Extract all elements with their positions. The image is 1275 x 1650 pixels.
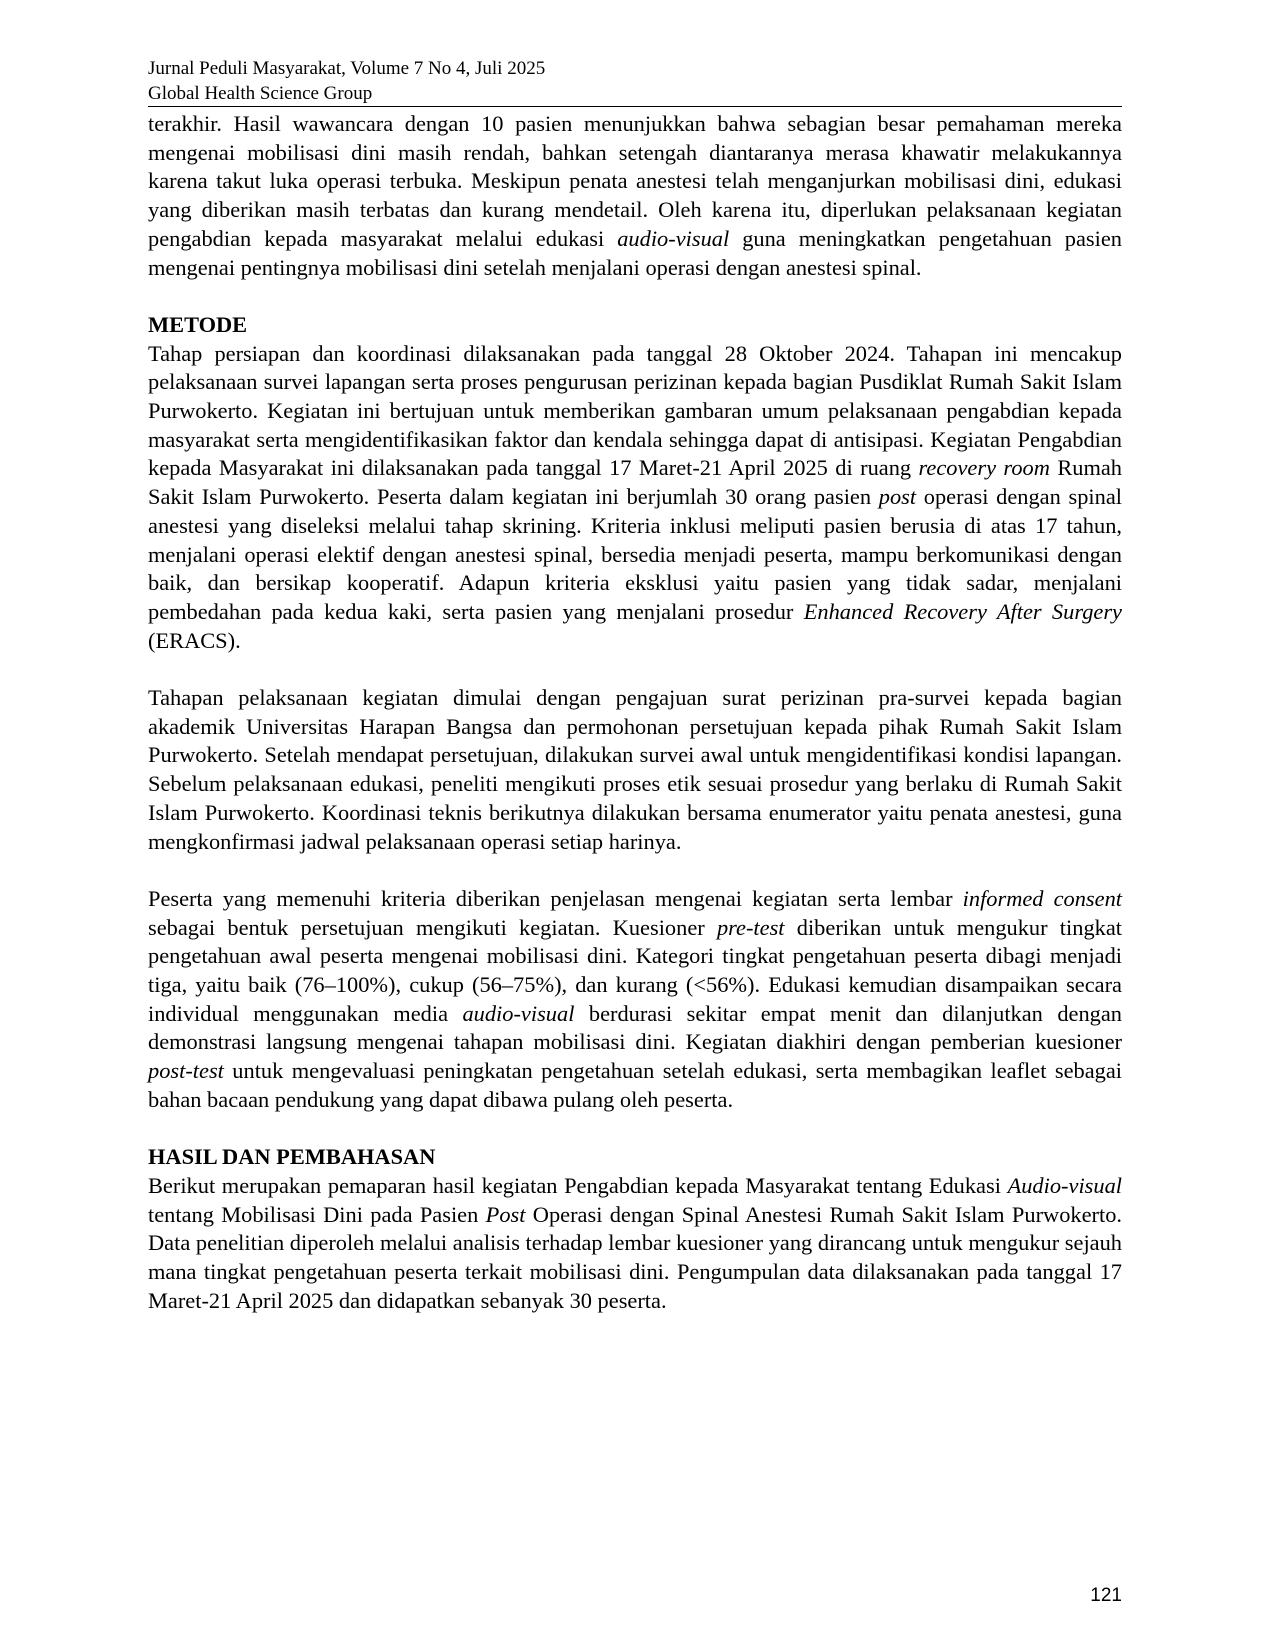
text-run: Berikut merupakan pemaparan hasil kegiatan Pengabdian kepada Masyarakat tentang Edukasi — [148, 1172, 1008, 1198]
text-run: Tahap persiapan dan koordinasi dilaksanakan pada tanggal 28 Oktober 2024. Tahapan ini mencakup pelaksanaan survei lapangan serta proses pengurusan perizinan kepada bagian Pusdiklat Rumah Sakit Islam Purwokerto. Kegiatan ini bertujuan untuk memberikan gambaran umum pelaksanaan pengabdian kepada masyarakat serta mengidentifikasikan faktor dan kendala sehingga dapat di antisipasi. Kegiatan Pengabdian kepada Masyarakat ini dilaksanakan pada tanggal 17 Maret-21 April 2025 di ruang — [148, 340, 1122, 481]
italic-term: audio-visual — [617, 225, 730, 251]
text-run: (ERACS). — [148, 627, 241, 653]
text-run: tentang Mobilisasi Dini pada Pasien — [148, 1201, 486, 1227]
text-run: Peserta yang memenuhi kriteria diberikan penjelasan mengenai kegiatan serta lembar — [148, 885, 963, 911]
page-content — [148, 110, 1122, 1315]
metode-paragraph-2: Tahapan pelaksanaan kegiatan dimulai dengan pengajuan surat perizinan pra-survei kepada bagian akademik Universitas Harapan Bangsa dan permohonan persetujuan kepada pihak Rumah Sakit Islam Purwokerto. Setelah mendapat persetujuan, dilakukan survei awal untuk mengidentifikasi kondisi lapangan. Sebelum pelaksanaan edukasi, peneliti mengikuti proses etik sesuai prosedur yang berlaku di Rumah Sakit Islam Purwokerto. Koordinasi teknis berikutnya dilakukan bersama enumerator yaitu penata anestesi, guna mengkonfirmasi jadwal pelaksanaan operasi setiap harinya. — [148, 685, 1122, 854]
italic-term: Post — [485, 1201, 526, 1227]
running-header — [148, 56, 1122, 107]
italic-term: recovery room — [918, 455, 1050, 481]
metode-paragraph-3 — [148, 885, 1122, 1115]
italic-term: audio-visual — [462, 1000, 575, 1026]
section-heading-hasil: HASIL DAN PEMBAHASAN — [148, 1144, 436, 1170]
italic-term: informed consent — [962, 885, 1122, 911]
text-run: berdurasi sekitar empat menit dan dilanjutkan dengan demonstrasi langsung mengenai tahapan mobilisasi dini. Kegiatan diakhiri dengan pemberian kuesioner — [148, 1000, 1122, 1055]
italic-term: pre-test — [716, 914, 785, 940]
text-run: Rumah Sakit Islam Purwokerto. Peserta dalam kegiatan ini berjumlah 30 orang pasien — [148, 455, 1122, 510]
italic-term: Audio-visual — [1007, 1172, 1122, 1198]
italic-term: post — [878, 484, 917, 510]
italic-term: Enhanced Recovery After Surgery — [803, 598, 1122, 624]
text-run: diberikan untuk mengukur tingkat pengetahuan awal peserta mengenai mobilisasi dini. Kategori tingkat pengetahuan peserta dibagi menjadi tiga, yaitu baik (76–100%), cukup (56–75%), dan kurang (<56%). Edukasi kemudian disampaikan secara individual menggunakan media — [148, 914, 1122, 1026]
journal-title: Jurnal Peduli Masyarakat, Volume 7 No 4, Juli 2025 — [148, 58, 546, 79]
text-run: Operasi dengan Spinal Anestesi Rumah Sakit Islam Purwokerto. Data penelitian diperoleh melalui analisis terhadap lembar kuesioner yang dirancang untuk mengukur sejauh mana tingkat pengetahuan peserta terkait mobilisasi dini. Pengumpulan data dilaksanakan pada tanggal 17 Maret-21 April 2025 dan didapatkan sebanyak 30 peserta. — [148, 1201, 1122, 1313]
section-heading-metode: METODE — [148, 311, 248, 337]
italic-term: post-test — [148, 1058, 224, 1084]
text-run: sebagai bentuk persetujuan mengikuti kegiatan. Kuesioner — [148, 914, 717, 940]
hasil-paragraph-1 — [148, 1172, 1122, 1316]
publisher-name: Global Health Science Group — [148, 83, 373, 104]
page-number: 121 — [1090, 1585, 1122, 1606]
text-run: guna meningkatkan pengetahuan pasien mengenai pentingnya mobilisasi dini setelah menjalani operasi dengan anestesi spinal. — [148, 225, 1123, 280]
text-run: untuk mengevaluasi peningkatan pengetahuan setelah edukasi, serta membagikan leaflet sebagai bahan bacaan pendukung yang dapat dibawa pulang oleh peserta. — [148, 1058, 1122, 1112]
intro-paragraph — [148, 110, 1122, 282]
metode-paragraph-1 — [148, 340, 1122, 656]
text-run: operasi dengan spinal anestesi yang diseleksi melalui tahap skrining. Kriteria inklusi meliputi pasien berusia di atas 17 tahun, menjalani operasi elektif dengan anestesi spinal, bersedia menjadi peserta, mampu berkomunikasi dengan baik, dan bersikap kooperatif. Adapun kriteria eksklusi yaitu pasien yang tidak sadar, menjalani pembedahan pada kedua kaki, serta pasien yang menjalani prosedur — [148, 484, 1122, 624]
text-run: terakhir. Hasil wawancara dengan 10 pasien menunjukkan bahwa sebagian besar pemahaman mereka mengenai mobilisasi dini masih rendah, bahkan setengah diantaranya merasa khawatir melakukannya karena takut luka operasi terbuka. Meskipun penata anestesi telah menganjurkan mobilisasi dini, edukasi yang diberikan masih terbatas dan kurang mendetail. Oleh karena itu, diperlukan pelaksanaan kegiatan pengabdian kepada masyarakat melalui edukasi — [148, 111, 1122, 251]
